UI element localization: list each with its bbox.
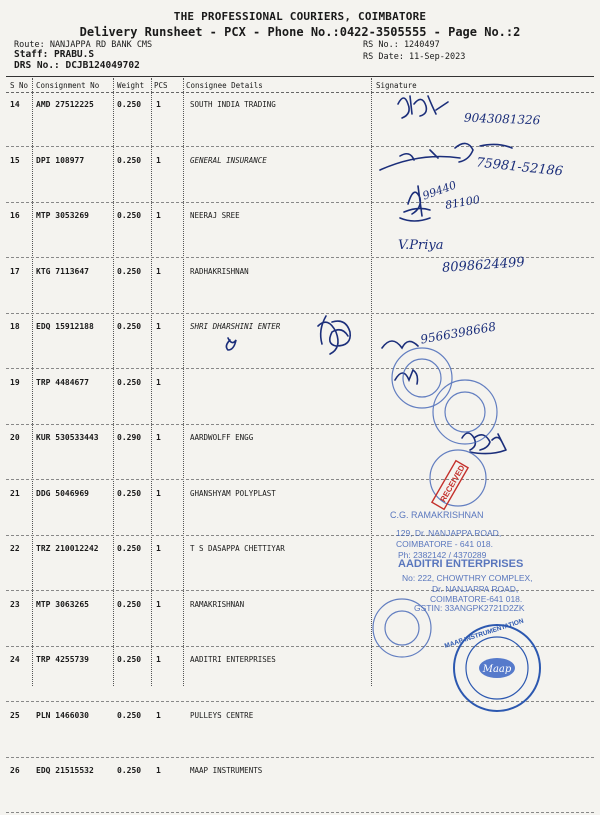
- row-consignment: TRP 4255739: [36, 655, 89, 664]
- row-sno: 15: [10, 155, 20, 165]
- row-sno: 24: [10, 655, 20, 664]
- company-title: THE PROFESSIONAL COURIERS, COIMBATORE: [173, 10, 427, 23]
- row-consignee: MAAP INSTRUMENTS: [190, 766, 263, 775]
- row-consignee: T S DASAPPA CHETTIYAR: [190, 544, 285, 553]
- row-pcs: 1: [156, 544, 161, 553]
- row-pcs: 1: [156, 322, 161, 331]
- row-sno: 17: [10, 266, 20, 276]
- received-stamp: RECEIVED: [438, 463, 467, 504]
- stamp-ramakrishnan-address: COIMBATORE - 641 018.: [396, 539, 493, 549]
- runsheet-title: Delivery Runsheet - PCX - Phone No.:0422-3505555 - Page No.:2: [79, 25, 521, 39]
- row-weight: 0.250: [117, 710, 142, 720]
- row-pcs: 1: [156, 266, 161, 276]
- row-pcs: 1: [156, 377, 161, 387]
- col-sno: S No: [10, 81, 29, 90]
- row-pcs: 1: [156, 655, 161, 664]
- stamp-ramakrishnan-name: C.G. RAMAKRISHNAN: [390, 510, 484, 520]
- row-sno: 26: [10, 766, 20, 775]
- row-consignment: TRP 4484677: [36, 377, 89, 387]
- row-consignment: EDQ 15912188: [36, 322, 94, 331]
- row-sno: 25: [10, 710, 20, 720]
- stamp-aaditri-gst: GSTIN: 33ANGPK2721D2ZK: [414, 603, 525, 613]
- row-consignment: KUR 530533443: [36, 433, 99, 442]
- row-consignee: SOUTH INDIA TRADING: [190, 100, 276, 109]
- row-consignment: AMD 27512225: [36, 100, 94, 109]
- row-pcs: 1: [156, 710, 161, 720]
- row-pcs: 1: [156, 211, 161, 220]
- drs-number: DRS No.: DCJB124049702: [14, 60, 140, 71]
- stamp-ramakrishnan-phone: Ph: 2382142 / 4370289: [398, 550, 487, 560]
- row-sno: 18: [10, 322, 20, 331]
- row-weight: 0.250: [117, 211, 142, 220]
- col-signature: Signature: [376, 81, 417, 90]
- row-consignment: DPI 108977: [36, 155, 85, 165]
- stamp-aaditri-address: Dr. NANJAPPA ROAD,: [432, 584, 519, 594]
- rs-number: RS No.: 1240497: [363, 40, 440, 50]
- row-pcs: 1: [156, 599, 161, 609]
- row-weight: 0.250: [117, 655, 142, 664]
- row-consignee: RAMAKRISHNAN: [190, 599, 245, 609]
- row-consignment: DDG 5046969: [36, 488, 89, 498]
- col-consignee: Consignee Details: [186, 81, 263, 90]
- row-consignee: GHANSHYAM POLYPLAST: [190, 488, 276, 498]
- rs-date: RS Date: 11-Sep-2023: [363, 52, 466, 62]
- signature-mark: [318, 316, 350, 354]
- row-sno: 20: [10, 433, 20, 442]
- maap-logo-text: Maap: [482, 664, 512, 675]
- col-consignment: Consignment No: [36, 81, 100, 90]
- handwritten-name: V.Priya: [398, 238, 444, 253]
- row-consignment: MTP 3063265: [36, 599, 89, 609]
- row-consignee: PULLEYS CENTRE: [190, 710, 254, 720]
- row-weight: 0.250: [117, 544, 142, 553]
- row-weight: 0.250: [117, 100, 142, 109]
- row-consignment: MTP 3053269: [36, 211, 89, 220]
- round-stamp-aardwolff: [392, 348, 452, 408]
- row-pcs: 1: [156, 100, 161, 109]
- col-weight: Weight: [117, 81, 145, 90]
- row-weight: 0.250: [117, 155, 142, 165]
- handwritten-phone: 9566398668: [419, 319, 497, 347]
- handwritten-phone: 99440: [420, 178, 459, 203]
- row-consignee: NEERAJ SREE: [190, 211, 240, 220]
- row-consignment: TRZ 210012242: [36, 544, 99, 553]
- row-consignee: GENERAL INSURANCE: [190, 155, 267, 165]
- row-sno: 19: [10, 377, 20, 387]
- row-sno: 14: [10, 100, 20, 109]
- row-weight: 0.250: [117, 322, 142, 331]
- signature-mark: [382, 341, 418, 348]
- row-pcs: 1: [156, 766, 161, 775]
- row-sno: 22: [10, 544, 20, 553]
- row-consignee: RADHAKRISHNAN: [190, 266, 249, 276]
- row-sno: 21: [10, 488, 20, 498]
- row-weight: 0.250: [117, 266, 142, 276]
- row-consignee: SHRI DHARSHINI ENTER: [190, 322, 281, 331]
- stamp-aaditri-name: AADITRI ENTERPRISES: [398, 558, 524, 570]
- row-weight: 0.250: [117, 377, 142, 387]
- staff-label: Staff: PRABU.S: [14, 49, 95, 60]
- row-weight: 0.250: [117, 599, 142, 609]
- row-sno: 23: [10, 599, 20, 609]
- row-pcs: 1: [156, 488, 161, 498]
- signature-mark: [398, 96, 448, 118]
- row-weight: 0.290: [117, 433, 142, 442]
- row-separator: [6, 812, 594, 813]
- handwritten-phone: 9043081326: [463, 110, 541, 128]
- row-consignment: KTG 7113647: [36, 266, 89, 276]
- row-consignment: PLN 1466030: [36, 710, 89, 720]
- handwritten-phone: 8098624499: [441, 255, 526, 276]
- row-sno: 16: [10, 211, 20, 220]
- signature-mark: [395, 370, 418, 384]
- row-pcs: 1: [156, 155, 161, 165]
- stamp-aaditri-address: No: 222, CHOWTHRY COMPLEX,: [402, 573, 533, 583]
- stamp-ramakrishnan-address: 129, Dr. NANJAPPA ROAD,: [396, 528, 502, 538]
- row-weight: 0.250: [117, 488, 142, 498]
- handwritten-phone: 75981-52186: [475, 155, 564, 180]
- stamp-aaditri-address: COIMBATORE-641 018.: [430, 594, 523, 604]
- row-consignment: EDQ 21515532: [36, 766, 94, 775]
- row-pcs: 1: [156, 433, 161, 442]
- row-consignee: AARDWOLFF ENGG: [190, 433, 254, 442]
- col-pcs: PCS: [154, 81, 168, 90]
- signature-mark: [226, 338, 236, 350]
- row-weight: 0.250: [117, 766, 142, 775]
- route-label: Route: NANJAPPA RD BANK CMS: [14, 40, 153, 50]
- row-consignee: AADITRI ENTERPRISES: [190, 655, 276, 664]
- handwritten-phone: 81100: [444, 193, 481, 212]
- maap-ring-text: MAAP INSTRUMENTATION: [443, 617, 525, 650]
